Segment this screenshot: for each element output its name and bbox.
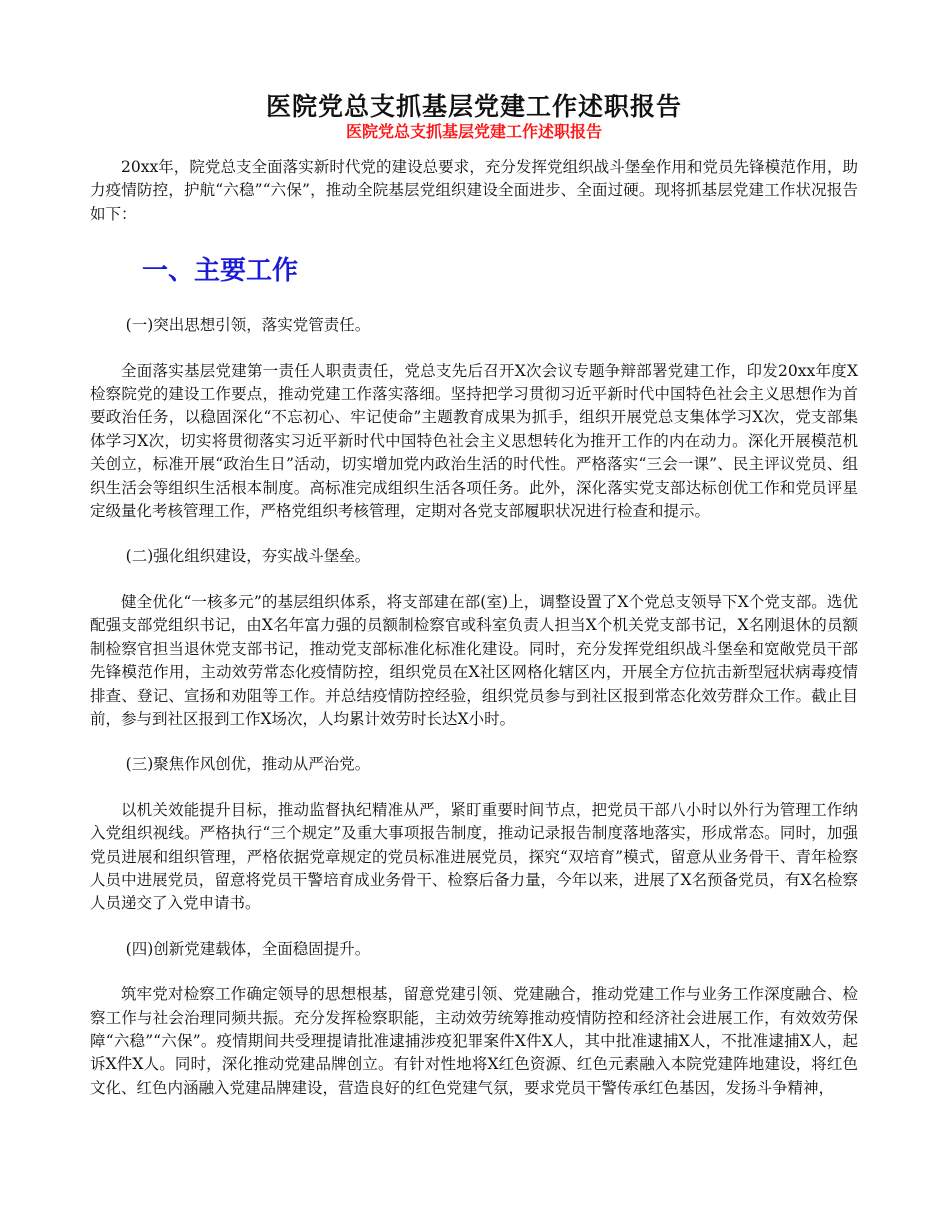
subsection-heading-2: (二)强化组织建设，夯实战斗堡垒。 [125, 547, 371, 566]
subsection-heading-3: (三)聚焦作风创优，推动从严治党。 [125, 755, 371, 774]
subsection-heading-4: (四)创新党建载体，全面稳固提升。 [125, 939, 371, 958]
document-subtitle: 医院党总支抓基层党建工作述职报告 [345, 122, 602, 141]
subsection-paragraph-4: 筑牢党对检察工作确定领导的思想根基，留意党建引领、党建融合，推动党建工作与业务工作深度融合、检察工作与社会治理同频共振。充分发挥检察职能，主动效劳统筹推动疫情防控和经济社会进展工作，有效效劳保障“六稳”“六保”。疫情期间共受理提请批准逮捕涉疫犯罪案件X件X人，其中批准逮捕X人，不批准逮捕X人，起诉X件X人。同时，深化推动党建品牌创立。有针对性地将X红色资源、红色元素融入本院党建阵地建设，将红色文化、红色内涵融入党建品牌建设，营造良好的红色党建气氛，要求党员干警传承红色基因，发扬斗争精神， [90, 985, 858, 1097]
subsection-paragraph-3: 以机关效能提升目标，推动监督执纪精准从严，紧盯重要时间节点，把党员干部八小时以外行为管理工作纳入党组织视线。严格执行“三个规定”及重大事项报告制度，推动记录报告制度落地落实，形成常态。同时，加强党员进展和组织管理，严格依据党章规定的党员标准进展党员，探究“双培育”模式，留意从业务骨干、青年检察人员中进展党员，留意将党员干警培育成业务骨干、检察后备力量，今年以来，进展了X名预备党员，有X名检察人员递交了入党申请书。 [90, 800, 858, 913]
intro-paragraph: 20xx年，院党总支全面落实新时代党的建设总要求，充分发挥党组织战斗堡垒作用和党员先锋模范作用，助力疫情防控，护航“六稳”“六保”，推动全院基层党组织建设全面进步、全面过硬。现将抓基层党建工作状况报告如下： [90, 158, 858, 223]
section-heading: 一、主要工作 [142, 256, 299, 287]
subsection-paragraph-1: 全面落实基层党建第一责任人职责责任，党总支先后召开X次会议专题争辩部署党建工作，印发20xx年度X检察院党的建设工作要点，推动党建工作落实落细。坚持把学习贯彻习近平新时代中国特色社会主义思想作为首要政治任务，以稳固深化“不忘初心、牢记使命”主题教育成果为抓手，组织开展党总支集体学习X次，党支部集体学习X次，切实将贯彻落实习近平新时代中国特色社会主义思想转化为推开工作的内在动力。深化开展模范机关创立，标准开展“政治生日”活动，切实增加党内政治生活的时代性。严格落实“三会一课”、民主评议党员、组织生活会等组织生活根本制度。高标准完成组织生活各项任务。此外，深化落实党支部达标创优工作和党员评星定级量化考核管理工作，严格党组织考核管理，定期对各党支部履职状况进行检查和提示。 [90, 361, 858, 521]
subsection-paragraph-2: 健全优化“一核多元”的基层组织体系，将支部建在部(室)上，调整设置了X个党总支领导下X个党支部。选优配强支部党组织书记，由X名年富力强的员额制检察官或科室负责人担当X个机关党支部书记，X名刚退休的员额制检察官担当退休党支部书记，推动党支部标准化标准化建设。同时，充分发挥党组织战斗堡垒和宽敞党员干部先锋模范作用，主动效劳常态化疫情防控，组织党员在X社区网格化辖区内，开展全方位抗击新型冠状病毒疫情排查、登记、宣扬和劝阻等工作。并总结疫情防控经验，组织党员参与到社区报到常态化效劳群众工作。截止目前，参与到社区报到工作X场次，人均累计效劳时长达X小时。 [90, 592, 858, 728]
subsection-heading-1: (一)突出思想引领，落实党管责任。 [125, 316, 371, 335]
document-title: 医院党总支抓基层党建工作述职报告 [265, 92, 682, 121]
